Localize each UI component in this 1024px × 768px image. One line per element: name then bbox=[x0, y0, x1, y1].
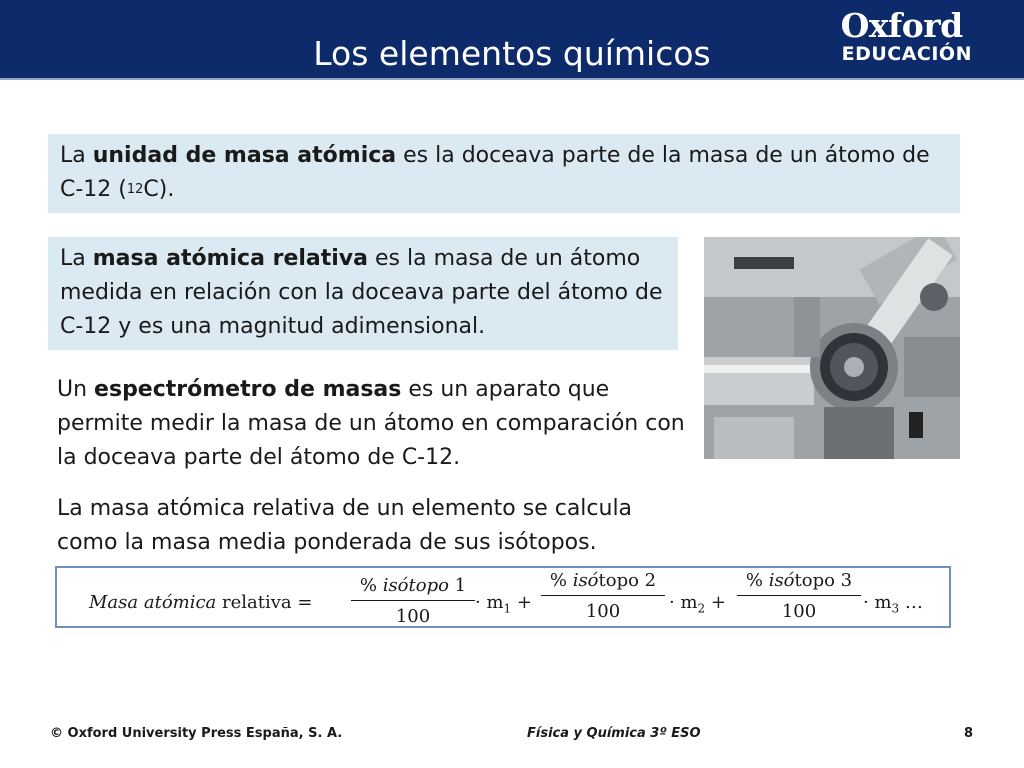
fraction-2-den: 100 bbox=[585, 601, 621, 622]
header-divider bbox=[0, 78, 1024, 80]
formula-equals: = bbox=[291, 592, 313, 613]
formula-box bbox=[55, 566, 951, 628]
page-title: Los elementos químicos bbox=[313, 34, 711, 73]
term-2-mult: · m bbox=[669, 592, 698, 613]
term-3-mult: · m bbox=[863, 592, 892, 613]
box1-prefix: La bbox=[60, 143, 93, 168]
fraction-3-bar bbox=[737, 595, 861, 596]
term-1-mult: · m bbox=[475, 592, 504, 613]
fraction-1-word: isótopo bbox=[382, 575, 449, 596]
box2-prefix: La bbox=[60, 246, 93, 271]
term-2-plus: + bbox=[705, 592, 726, 613]
term-1-operator bbox=[475, 592, 532, 616]
box1-suffix: C). bbox=[143, 177, 175, 202]
fraction-3 bbox=[737, 570, 861, 623]
fraction-3-pct: % bbox=[745, 570, 763, 591]
fraction-1-den: 100 bbox=[395, 606, 431, 627]
mass-spectrometer-photo bbox=[704, 237, 960, 459]
oxford-logo bbox=[841, 8, 972, 64]
fraction-2 bbox=[541, 570, 665, 623]
footer-course: Física y Química 3º ESO bbox=[527, 726, 701, 741]
formula-lhs-upright: relativa bbox=[216, 592, 292, 613]
fraction-3-word: isó bbox=[768, 570, 795, 591]
fraction-3-den: 100 bbox=[781, 601, 817, 622]
term-3-operator bbox=[863, 592, 923, 616]
para1-prefix: Un bbox=[57, 377, 95, 402]
definition-unit-box bbox=[48, 134, 960, 213]
spectrometer-paragraph bbox=[57, 373, 697, 475]
definition-relative-mass-box bbox=[48, 237, 678, 350]
box2-text: es la masa de un átomo medida en relación con la doceava parte del átomo de C-12 y es una magnitud adimensional. bbox=[60, 246, 663, 339]
fraction-2-bar bbox=[541, 595, 665, 596]
para1-text: es un aparato que permite medir la masa de un átomo en comparación con la doceava parte del átomo de C-12. bbox=[57, 377, 685, 470]
fraction-1-bar bbox=[351, 600, 475, 601]
formula-lhs bbox=[89, 592, 312, 613]
fraction-2-pct: % bbox=[549, 570, 567, 591]
term-3-ellipsis: … bbox=[899, 592, 923, 613]
fraction-1-index: 1 bbox=[448, 575, 467, 596]
logo-oxford-text: Oxford bbox=[840, 6, 963, 45]
term-1-sub: 1 bbox=[503, 601, 512, 616]
box1-text: es la doceava parte de la masa de un átomo de C-12 ( bbox=[60, 143, 930, 202]
weighted-mean-paragraph: La masa atómica relativa de un elemento se calcula como la masa media ponderada de sus isótopos. bbox=[57, 496, 633, 555]
footer-page-number: 8 bbox=[964, 726, 974, 741]
box2-term: masa atómica relativa bbox=[92, 246, 368, 271]
logo-educacion-text: EDUCACIÓN bbox=[841, 43, 972, 65]
fraction-1 bbox=[351, 575, 475, 628]
box1-superscript: 12 bbox=[126, 182, 144, 197]
term-2-operator bbox=[669, 592, 726, 616]
fraction-1-pct: % bbox=[359, 575, 377, 596]
footer-copyright: © Oxford University Press España, S. A. bbox=[50, 726, 343, 741]
term-3-sub: 3 bbox=[891, 601, 900, 616]
term-1-plus: + bbox=[511, 592, 532, 613]
fraction-2-rest: topo 2 bbox=[598, 570, 657, 591]
fraction-2-word: isó bbox=[572, 570, 599, 591]
box1-term: unidad de masa atómica bbox=[92, 143, 397, 168]
term-2-sub: 2 bbox=[697, 601, 706, 616]
formula-lhs-italic: Masa atómica bbox=[89, 592, 217, 613]
para1-term: espectrómetro de masas bbox=[94, 377, 402, 402]
fraction-3-rest: topo 3 bbox=[794, 570, 853, 591]
